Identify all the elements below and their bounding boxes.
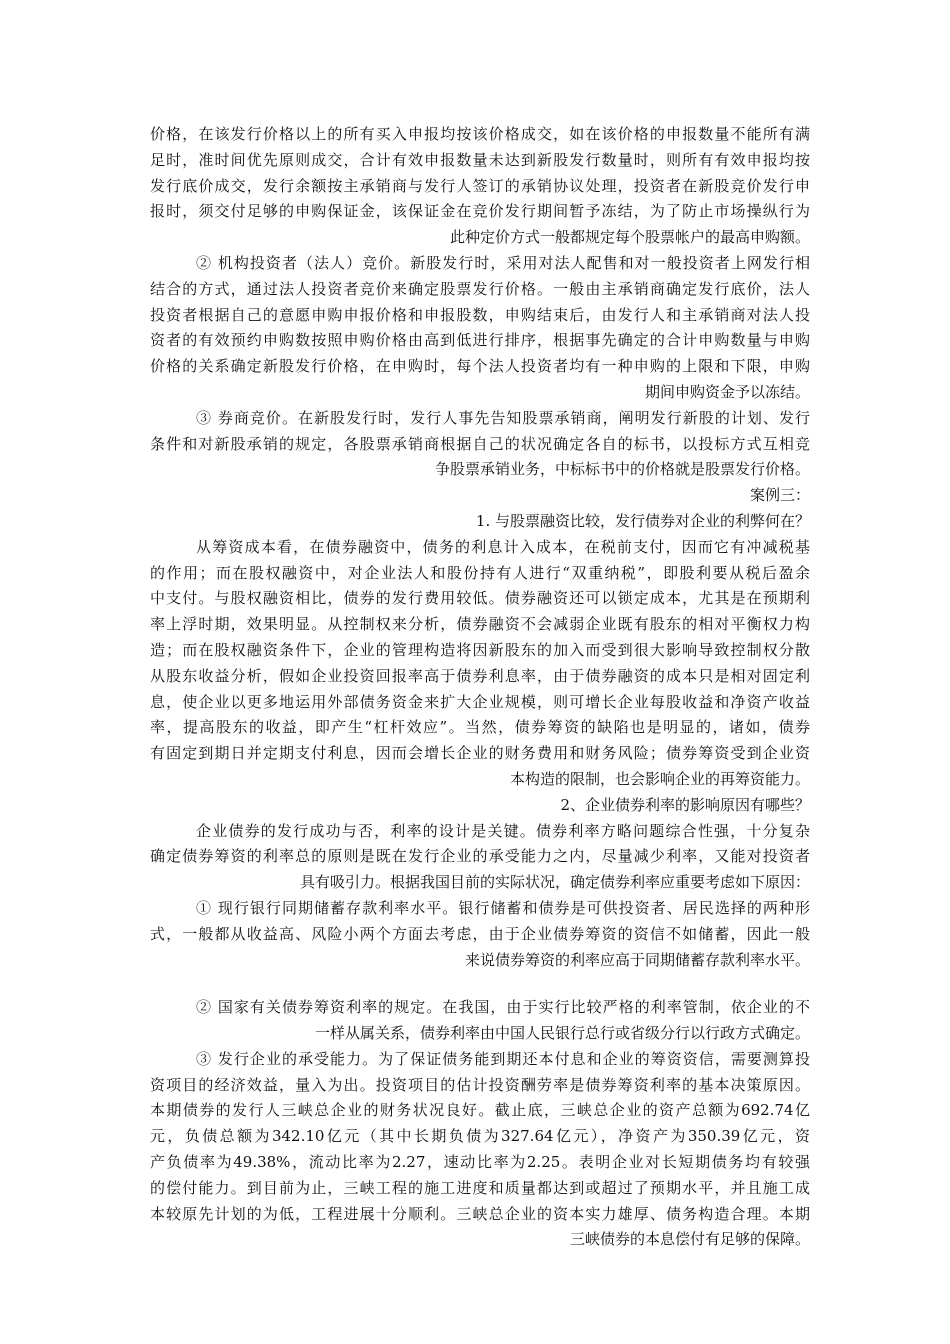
text-line: 本构造的限制，也会影响企业的再筹资能力。 xyxy=(509,769,810,788)
text-line: 造；而在股权融资条件下，企业的管理构造将因新股东的加入而受到很大影响导致控制权分散 xyxy=(150,640,810,659)
text-line: 元，负债总额为342.10亿元（其中长期负债为327.64亿元），净资产为350.39亿元，资 xyxy=(150,1127,810,1146)
text-line: 价格的关系确定新股发行价格，在申购时，每个法人投资者均有一种申购的上限和下限，申购 xyxy=(150,357,810,376)
text-line: 中支付。与股权融资相比，债券的发行费用较低。债券融资还可以锁定成本，尤其是在预期利 xyxy=(150,589,810,608)
text-line: 条件和对新股承销的规定，各股票承销商根据自己的状况确定各自的标书，以投标方式互相竞 xyxy=(150,434,810,453)
text-line: 案例三： xyxy=(749,486,810,505)
text-line: 从股东收益分析，假如企业投资回报率高于债券利息率，由于债券融资的成本只是相对固定利 xyxy=(150,666,810,685)
text-line: 1. 与股票融资比较，发行债券对企业的利弊何在？ xyxy=(475,511,810,530)
text-line: 2、企业债券利率的影响原因有哪些？ xyxy=(560,795,810,814)
text-line: ② 机构投资者（法人）竞价。新股发行时，采用对法人配售和对一般投资者上网发行相 xyxy=(196,253,810,272)
document-page xyxy=(150,122,810,1253)
text-line: 企业债券的发行成功与否，利率的设计是关键。债券利率方略问题综合性强，十分复杂 xyxy=(196,821,810,840)
text-line: 三峡债券的本息偿付有足够的保障。 xyxy=(569,1230,810,1249)
text-line: ③ 券商竞价。在新股发行时，发行人事先告知股票承销商，阐明发行新股的计划、发行 xyxy=(196,408,810,427)
text-line: 结合的方式，通过法人投资者竞价来确定股票发行价格。一般由主承销商确定发行底价，法人 xyxy=(150,279,810,298)
text-line: 资者的有效预约申购数按照申购价格由高到低进行排序，根据事先确定的合计申购数量与申购 xyxy=(150,331,810,350)
text-line: 产负债率为49.38%，流动比率为2.27，速动比率为2.25。表明企业对长短期债务均有较强 xyxy=(150,1153,810,1172)
paragraph-spacer xyxy=(150,973,810,995)
text-line: 期间申购资金予以冻结。 xyxy=(644,382,810,401)
text-line: 具有吸引力。根据我国目前的实际状况，确定债券利率应重要考虑如下原因： xyxy=(299,873,810,892)
text-line: 确定债券筹资的利率总的原则是既在发行企业的承受能力之内，尽量减少利率，又能对投资者 xyxy=(150,847,810,866)
text-line: ② 国家有关债券筹资利率的规定。在我国，由于实行比较严格的利率管制，依企业的不 xyxy=(196,998,810,1017)
text-line: 从筹资成本看，在债券融资中，债务的利息计入成本，在税前支付，因而它有冲减税基 xyxy=(196,537,810,556)
text-line: 一样从属关系，债券利率由中国人民银行总行或省级分行以行政方式确定。 xyxy=(314,1024,810,1043)
text-line: 本较原先计划的为低，工程进展十分顺利。三峡总企业的资本实力雄厚、债务构造合理。本期 xyxy=(150,1204,810,1223)
text-line: 资项目的经济效益，量入为出。投资项目的估计投资酬劳率是债券筹资利率的基本决策原因。 xyxy=(150,1075,810,1094)
text-line: 发行底价成交，发行余额按主承销商与发行人签订的承销协议处理，投资者在新股竞价发行申 xyxy=(150,176,810,195)
text-line: 息，使企业以更多地运用外部债务资金来扩大企业规模，则可增长企业每股收益和净资产收益 xyxy=(150,692,810,711)
text-line: 投资者根据自己的意愿申购申报价格和申报股数，申购结束后，由发行人和主承销商对法人投 xyxy=(150,305,810,324)
text-line: 价格，在该发行价格以上的所有买入申报均按该价格成交，如在该价格的申报数量不能所有满 xyxy=(150,125,810,143)
text-line: 本期债券的发行人三峡总企业的财务状况良好。截止底，三峡总企业的资产总额为692.74亿 xyxy=(150,1101,810,1120)
text-line: 报时，须交付足够的申购保证金，该保证金在竞价发行期间暂予冻结，为了防止市场操纵行为 xyxy=(150,202,810,221)
text-line: 的作用；而在股权融资中，对企业法人和股份持有人进行“双重纳税”，即股利要从税后盈余 xyxy=(150,563,810,582)
text-line: 的偿付能力。到目前为止，三峡工程的施工进度和质量都达到或超过了预期水平，并且施工成 xyxy=(150,1178,810,1197)
text-line: 来说债券筹资的利率应高于同期储蓄存款利率水平。 xyxy=(464,950,810,969)
text-line: 此种定价方式一般都规定每个股票帐户的最高申购额。 xyxy=(449,228,810,247)
text-line: 争股票承销业务，中标标书中的价格就是股票发行价格。 xyxy=(434,460,810,479)
text-line: 足时，准时间优先原则成交，合计有效申报数量未达到新股发行数量时，则所有有效申报均按 xyxy=(150,150,810,169)
text-line: 式，一般都从收益高、风险小两个方面去考虑，由于企业债券筹资的资信不如储蓄，因此一般 xyxy=(150,924,810,943)
text-line: ① 现行银行同期储蓄存款利率水平。银行储蓄和债券是可供投资者、居民选择的两种形 xyxy=(196,898,810,917)
text-line: 率上浮时期，效果明显。从控制权来分析，债券融资不会减弱企业既有股东的相对平衡权力构 xyxy=(150,615,810,634)
text-line: 有固定到期日并定期支付利息，因而会增长企业的财务费用和财务风险；债券筹资受到企业资 xyxy=(150,744,810,763)
text-line: ③ 发行企业的承受能力。为了保证债务能到期还本付息和企业的筹资资信，需要测算投 xyxy=(196,1049,810,1068)
text-line: 率，提高股东的收益，即产生“杠杆效应”。当然，债券筹资的缺陷也是明显的，诸如，债券 xyxy=(150,718,810,737)
